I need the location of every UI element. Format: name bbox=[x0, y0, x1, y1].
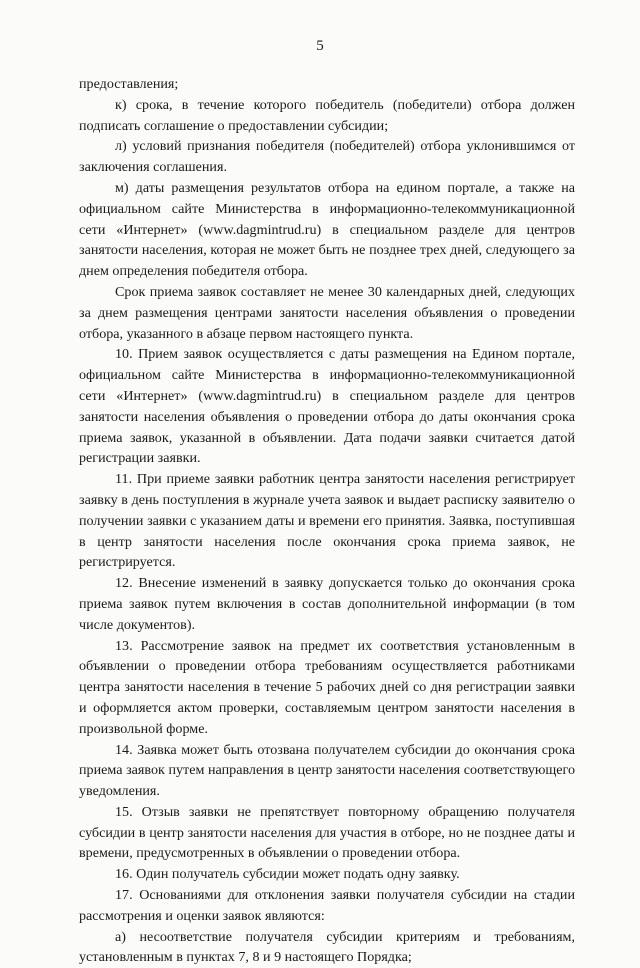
paragraph-clause-12: 12. Внесение изменений в заявку допускается только до окончания срока приема заявок путем включения в состав дополнительной информации (в том числе документов). bbox=[79, 575, 575, 633]
paragraph-clause-17: 17. Основаниями для отклонения заявки получателя субсидии на стадии рассмотрения и оценки заявок являются: bbox=[79, 887, 575, 924]
paragraph-clause-16: 16. Один получатель субсидии может подать одну заявку. bbox=[115, 866, 460, 883]
page-number: 5 bbox=[316, 38, 324, 54]
paragraph-clause-13: 13. Рассмотрение заявок на предмет их соответствия установленным в объявлении о проведении отбора требованиям осуществляется работниками центра занятости населения в течение 5 рабочих дней со дня регистрации заявки и оформляется актом проверки, составляемым центром занятости населения в произвольной форме. bbox=[79, 637, 575, 737]
paragraph-item-k: к) срока, в течение которого победитель (победители) отбора должен подписать соглашение о предоставлении субсидии; bbox=[79, 96, 575, 134]
document-body bbox=[79, 74, 575, 968]
paragraph-item-l: л) условий признания победителя (победителей) отбора уклонившимся от заключения соглашения. bbox=[79, 138, 575, 176]
paragraph-continuation: предоставления; bbox=[79, 76, 179, 92]
paragraph-clause-10: 10. Прием заявок осуществляется с даты размещения на Едином портале, официальном сайте Министерства в информационно-телекоммуникационной сети «Интернет» (www.dagmintrud.ru) в специальном разделе для центров занятости населения объявления о проведении отбора до даты окончания срока приема заявок, указанной в объявлении. Дата подачи заявки считается датой регистрации заявки. bbox=[79, 346, 575, 467]
paragraph-clause-14: 14. Заявка может быть отозвана получателем субсидии до окончания срока приема заявок путем направления в центр занятости населения соответствующего уведомления. bbox=[79, 741, 575, 800]
paragraph-clause-15: 15. Отзыв заявки не препятствует повторному обращению получателя субсидии в центр занятости населения для участия в отборе, но не позднее даты и времени, предусмотренных в объявлении о проведении отбора. bbox=[79, 803, 575, 862]
paragraph-item-a: а) несоответствие получателя субсидии критериям и требованиям, установленным в пунктах 7, 8 и 9 настоящего Порядка; bbox=[79, 928, 575, 966]
paragraph-item-m: м) даты размещения результатов отбора на едином портале, а также на официальном сайте Министерства в информационно-телекоммуникационной сети «Интернет» (www.dagmintrud.ru) в специальном разделе для центров занятости населения, которая не может быть не позднее трех дней, следующего за днем определения победителя отбора. bbox=[79, 179, 575, 280]
paragraph-clause-11: 11. При приеме заявки работник центра занятости населения регистрирует заявку в день поступления в журнале учета заявок и выдает расписку заявителю о получении заявки с указанием даты и времени его принятия. Заявка, поступившая в центр занятости населения после окончания срока приема заявок, не регистрируется. bbox=[79, 471, 575, 571]
paragraph-application-period: Срок приема заявок составляет не менее 30 календарных дней, следующих за днем размещения центрами занятости населения объявления о проведении отбора, указанного в абзаце первом настоящего пункта. bbox=[79, 283, 575, 342]
